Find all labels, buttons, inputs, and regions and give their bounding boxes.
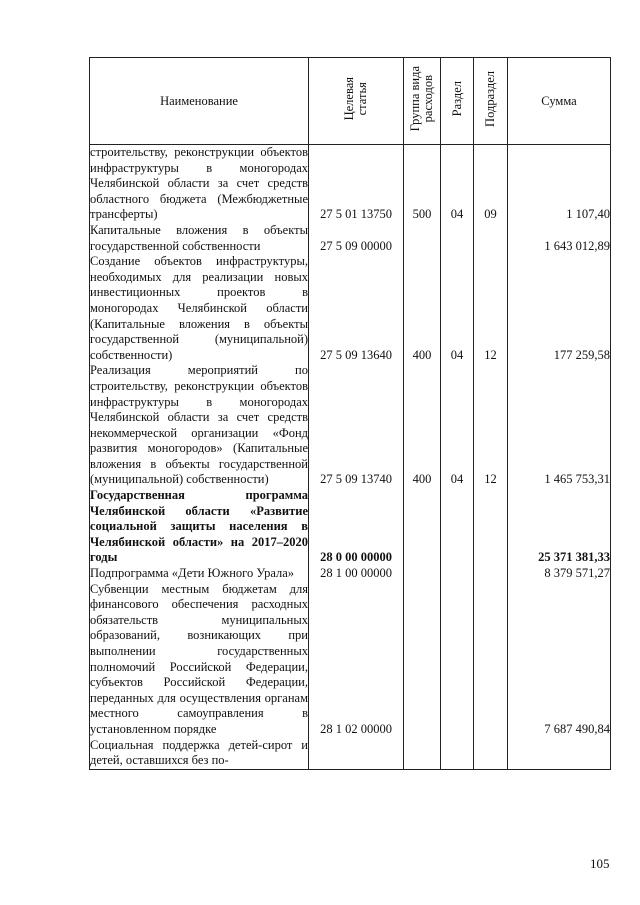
cell-group (404, 582, 441, 738)
header-sum: Сумма (508, 58, 611, 145)
cell-sum: 1 643 012,89 (508, 223, 611, 254)
cell-sum: 8 379 571,27 (508, 566, 611, 582)
cell-group (404, 223, 441, 254)
table-row (90, 223, 611, 254)
cell-section: 04 (441, 254, 474, 363)
cell-section (441, 223, 474, 254)
cell-group: 400 (404, 363, 441, 488)
cell-target-code (309, 738, 404, 770)
table-row (90, 582, 611, 738)
cell-name: Подпрограмма «Дети Южного Урала» (90, 566, 309, 582)
cell-subsection (474, 566, 508, 582)
cell-group (404, 738, 441, 770)
header-name: Наименование (90, 58, 309, 145)
header-group (404, 58, 441, 145)
cell-section: 04 (441, 145, 474, 223)
table-header (90, 58, 611, 145)
cell-name: Субвенции местным бюджетам для финансового обеспечения расходных обязательств муниципальных образований, возникающих при выполнении государственных полномочий Российской Федерации, субъектов Российской Федерации, переданных для осуществления органам местного самоуправления в установленном порядке (90, 581, 308, 736)
header-target (309, 58, 404, 145)
cell-subsection (474, 738, 508, 770)
table-row (90, 488, 611, 566)
header-group-label: Группа вида расходов (408, 66, 435, 132)
cell-section (441, 738, 474, 770)
cell-section (441, 488, 474, 566)
cell-name: Создание объектов инфраструктуры, необходимых для реализации новых инвестиционных проектов в моногородах Челябинской области (Капитальные вложения в объекты государственной (муниципальной) собственности) (90, 254, 308, 362)
table-row (90, 566, 611, 582)
cell-target-code: 28 0 00 00000 (309, 488, 404, 566)
cell-group (404, 566, 441, 582)
header-section (441, 58, 474, 145)
header-target-label: Целевая статья (342, 77, 369, 121)
header-subsection (474, 58, 508, 145)
cell-section: 04 (441, 363, 474, 488)
cell-group: 500 (404, 145, 441, 223)
header-section-label: Раздел (449, 81, 464, 117)
cell-sum: 1 465 753,31 (508, 363, 611, 488)
page-number: 105 (590, 856, 610, 871)
cell-sum: 25 371 381,33 (508, 488, 611, 566)
cell-section (441, 582, 474, 738)
budget-table (89, 57, 611, 770)
cell-subsection (474, 223, 508, 254)
table-row (90, 145, 611, 223)
table-row (90, 254, 611, 363)
table-row (90, 738, 611, 770)
cell-subsection (474, 488, 508, 566)
cell-name: Государственная программа Челябинской области «Развитие социальной защиты населения в Челябинской области» на 2017–2020 годы (90, 488, 308, 565)
cell-section (441, 566, 474, 582)
cell-target-code: 27 5 09 13640 (309, 254, 404, 363)
cell-target-code: 28 1 02 00000 (309, 582, 404, 738)
cell-group: 400 (404, 254, 441, 363)
cell-target-code: 27 5 01 13750 (309, 145, 404, 223)
cell-sum: 1 107,40 (508, 145, 611, 223)
cell-subsection (474, 582, 508, 738)
cell-subsection: 12 (474, 363, 508, 488)
cell-subsection: 09 (474, 145, 508, 223)
cell-sum (508, 738, 611, 770)
table-body (90, 145, 611, 770)
cell-name: Капитальные вложения в объекты государственной собственности (90, 222, 308, 253)
cell-target-code: 27 5 09 00000 (309, 223, 404, 254)
cell-sum: 7 687 490,84 (508, 582, 611, 738)
cell-group (404, 488, 441, 566)
cell-target-code: 27 5 09 13740 (309, 363, 404, 488)
cell-name: строительству, реконструкции объектов инфраструктуры в моногородах Челябинской области за счет средств областного бюджета (Межбюджетные трансферты) (90, 145, 308, 222)
cell-name: Социальная поддержка детей-сирот и детей, оставшихся без по- (90, 738, 309, 770)
cell-subsection: 12 (474, 254, 508, 363)
header-subsection-label: Подраздел (483, 71, 497, 127)
cell-target-code: 28 1 00 00000 (309, 566, 404, 582)
table-row (90, 363, 611, 488)
cell-name: Реализация мероприятий по строительству, реконструкции объектов инфраструктуры в моногородах Челябинской области за счет средств некоммерческой организации «Фонд развития моногородов» (Капитальные вложения в объекты государственной (муниципальной) собственности) (90, 363, 308, 487)
cell-sum: 177 259,58 (508, 254, 611, 363)
